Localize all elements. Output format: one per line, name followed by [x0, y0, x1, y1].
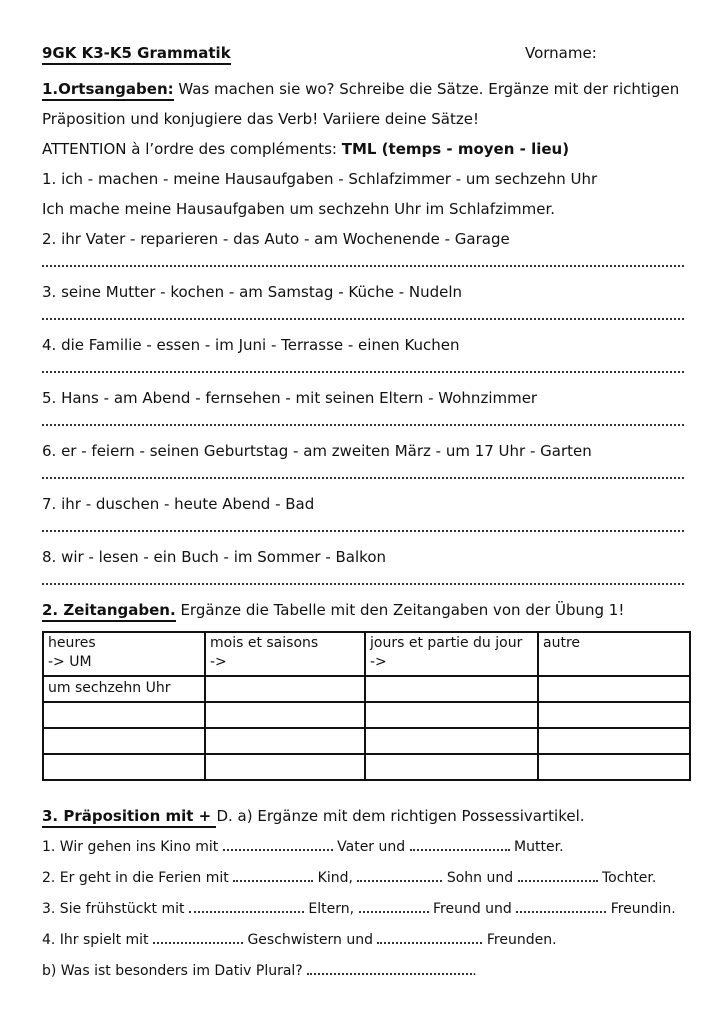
answer-line: [42, 264, 684, 267]
exercise1-items: [42, 170, 684, 585]
answer-blank: [516, 900, 606, 913]
answer-blank: [410, 838, 510, 851]
answer-line: [42, 423, 684, 426]
answer-blank: [307, 962, 472, 975]
exercise1-item-4-prompt: 4. die Familie - essen - im Juni - Terrasse - einen Kuchen: [42, 336, 460, 354]
exercise1-item-1-prompt: 1. ich - machen - meine Hausaufgaben - Schlafzimmer - um sechzehn Uhr: [42, 170, 598, 188]
exercise3-heading-title: 3. Präposition mit +: [42, 807, 216, 828]
sentence-text: 3. Sie frühstückt mit: [42, 901, 189, 917]
table-cell-r3-c2: [205, 728, 365, 754]
sentence-text: 1. Wir gehen ins Kino mit: [42, 839, 223, 855]
exercise3-sentence-1: [42, 838, 684, 857]
table-cell-r4-c4: [538, 754, 690, 780]
answer-blank: [153, 931, 243, 944]
table-cell-r2-c3: [365, 702, 538, 728]
answer-blank: [377, 931, 482, 944]
exercise1-item-3-prompt: 3. seine Mutter - kochen - am Samstag - Küche - Nudeln: [42, 283, 463, 301]
exercise1-heading-title: 1.Ortsangaben:: [42, 80, 174, 101]
column-arrow: -> UM: [48, 654, 92, 670]
name-label: Vorname:: [525, 44, 597, 62]
answer-line: [42, 476, 684, 479]
table-row: [43, 754, 690, 780]
answer-line: [42, 370, 684, 373]
page-title: 9GK K3-K5 Grammatik: [42, 44, 231, 65]
column-title: autre: [543, 635, 581, 651]
answer-line: [42, 582, 684, 585]
sentence-text: Tochter.: [597, 870, 657, 886]
answer-line: [42, 529, 684, 532]
exercise3-sentence-4: [42, 931, 684, 950]
worksheet-page: [42, 44, 684, 981]
table-row: [43, 676, 690, 702]
exercise3-heading-text: D. a) Ergänze mit dem richtigen Possessivartikel.: [216, 807, 585, 825]
attention-text: ATTENTION à l’ordre des compléments:: [42, 140, 342, 158]
table-cell-r3-c4: [538, 728, 690, 754]
column-arrow: ->: [210, 654, 227, 670]
sentence-text: 4. Ihr spielt mit: [42, 932, 153, 948]
exercise1-item-8-prompt: 8. wir - lesen - ein Buch - im Sommer - Balkon: [42, 548, 386, 566]
sentence-text: Kind,: [313, 870, 358, 886]
exercise2-heading: [42, 601, 684, 620]
table-cell-r2-c1: [43, 702, 205, 728]
answer-line: [42, 317, 684, 320]
exercise1-item-1-answer: Ich mache meine Hausaufgaben um sechzehn Uhr im Schlafzimmer.: [42, 200, 556, 218]
answer-blank: [357, 869, 442, 882]
column-arrow: ->: [370, 654, 387, 670]
header-row: [42, 44, 684, 64]
answer-blank: [189, 900, 304, 913]
zeitangaben-table: [42, 631, 691, 781]
column-title: heures: [48, 635, 96, 651]
table-cell-r4-c3: [365, 754, 538, 780]
table-cell-r1-c3: [365, 676, 538, 702]
sentence-text: Freundin.: [606, 901, 676, 917]
table-cell-r1-c4: [538, 676, 690, 702]
sentence-text: .: [472, 963, 477, 979]
exercise1-item-7-prompt: 7. ihr - duschen - heute Abend - Bad: [42, 495, 315, 513]
sentence-text: Mutter.: [509, 839, 564, 855]
table-cell-r3-c3: [365, 728, 538, 754]
exercise1-heading-line1: [42, 80, 684, 99]
exercise3-section: [42, 807, 684, 981]
sentence-text: Sohn und: [442, 870, 518, 886]
exercise2-heading-title: 2. Zeitangaben.: [42, 601, 176, 622]
table-cell-r4-c2: [205, 754, 365, 780]
attention-line: [42, 140, 684, 159]
sentence-text: Freund und: [428, 901, 517, 917]
sentence-text: b) Was ist besonders im Dativ Plural?: [42, 963, 308, 979]
exercise2-section: [42, 601, 684, 781]
table-cell-r4-c1: [43, 754, 205, 780]
column-title: mois et saisons: [210, 635, 319, 651]
table-header: [43, 632, 690, 676]
sentence-text: Vater und: [332, 839, 410, 855]
answer-blank: [233, 869, 313, 882]
exercise1-item-6-prompt: 6. er - feiern - seinen Geburtstag - am zweiten März - um 17 Uhr - Garten: [42, 442, 592, 460]
sentence-text: Eltern,: [303, 901, 359, 917]
table-column-header-4: [538, 632, 690, 676]
exercise3-sentence-3: [42, 900, 684, 919]
sentence-text: Geschwistern und: [243, 932, 378, 948]
exercise2-heading-text: Ergänze die Tabelle mit den Zeitangaben von der Übung 1!: [175, 601, 625, 619]
table-cell-r3-c1: [43, 728, 205, 754]
table-body: [43, 676, 690, 780]
table-row: [43, 728, 690, 754]
exercise1-item-2-prompt: 2. ihr Vater - reparieren - das Auto - am Wochenende - Garage: [42, 230, 510, 248]
exercise3-heading: [42, 807, 684, 826]
exercise3-sentence-2: [42, 869, 684, 888]
exercise1-heading-text: Was machen sie wo? Schreibe die Sätze. Ergänze mit der richtigen: [173, 80, 680, 98]
exercise1-section: [42, 80, 684, 585]
exercise1-heading-line2: Präposition und konjugiere das Verb! Variiere deine Sätze!: [42, 110, 479, 128]
exercise3-sentence-b: [42, 962, 684, 981]
attention-tml: TML (temps - moyen - lieu): [341, 140, 570, 158]
table-cell-r2-c2: [205, 702, 365, 728]
table-row: [43, 702, 690, 728]
answer-blank: [359, 900, 429, 913]
table-cell-r2-c4: [538, 702, 690, 728]
sentence-text: Freunden.: [482, 932, 557, 948]
table-column-header-2: [205, 632, 365, 676]
table-cell-r1-c1: um sechzehn Uhr: [43, 676, 205, 702]
table-cell-r1-c2: [205, 676, 365, 702]
answer-blank: [518, 869, 598, 882]
exercise1-item-5-prompt: 5. Hans - am Abend - fernsehen - mit seinen Eltern - Wohnzimmer: [42, 389, 538, 407]
table-column-header-1: [43, 632, 205, 676]
answer-blank: [223, 838, 333, 851]
table-column-header-3: [365, 632, 538, 676]
sentence-text: 2. Er geht in die Ferien mit: [42, 870, 234, 886]
exercise3-sentences: [42, 838, 684, 981]
column-title: jours et partie du jour: [370, 635, 523, 651]
